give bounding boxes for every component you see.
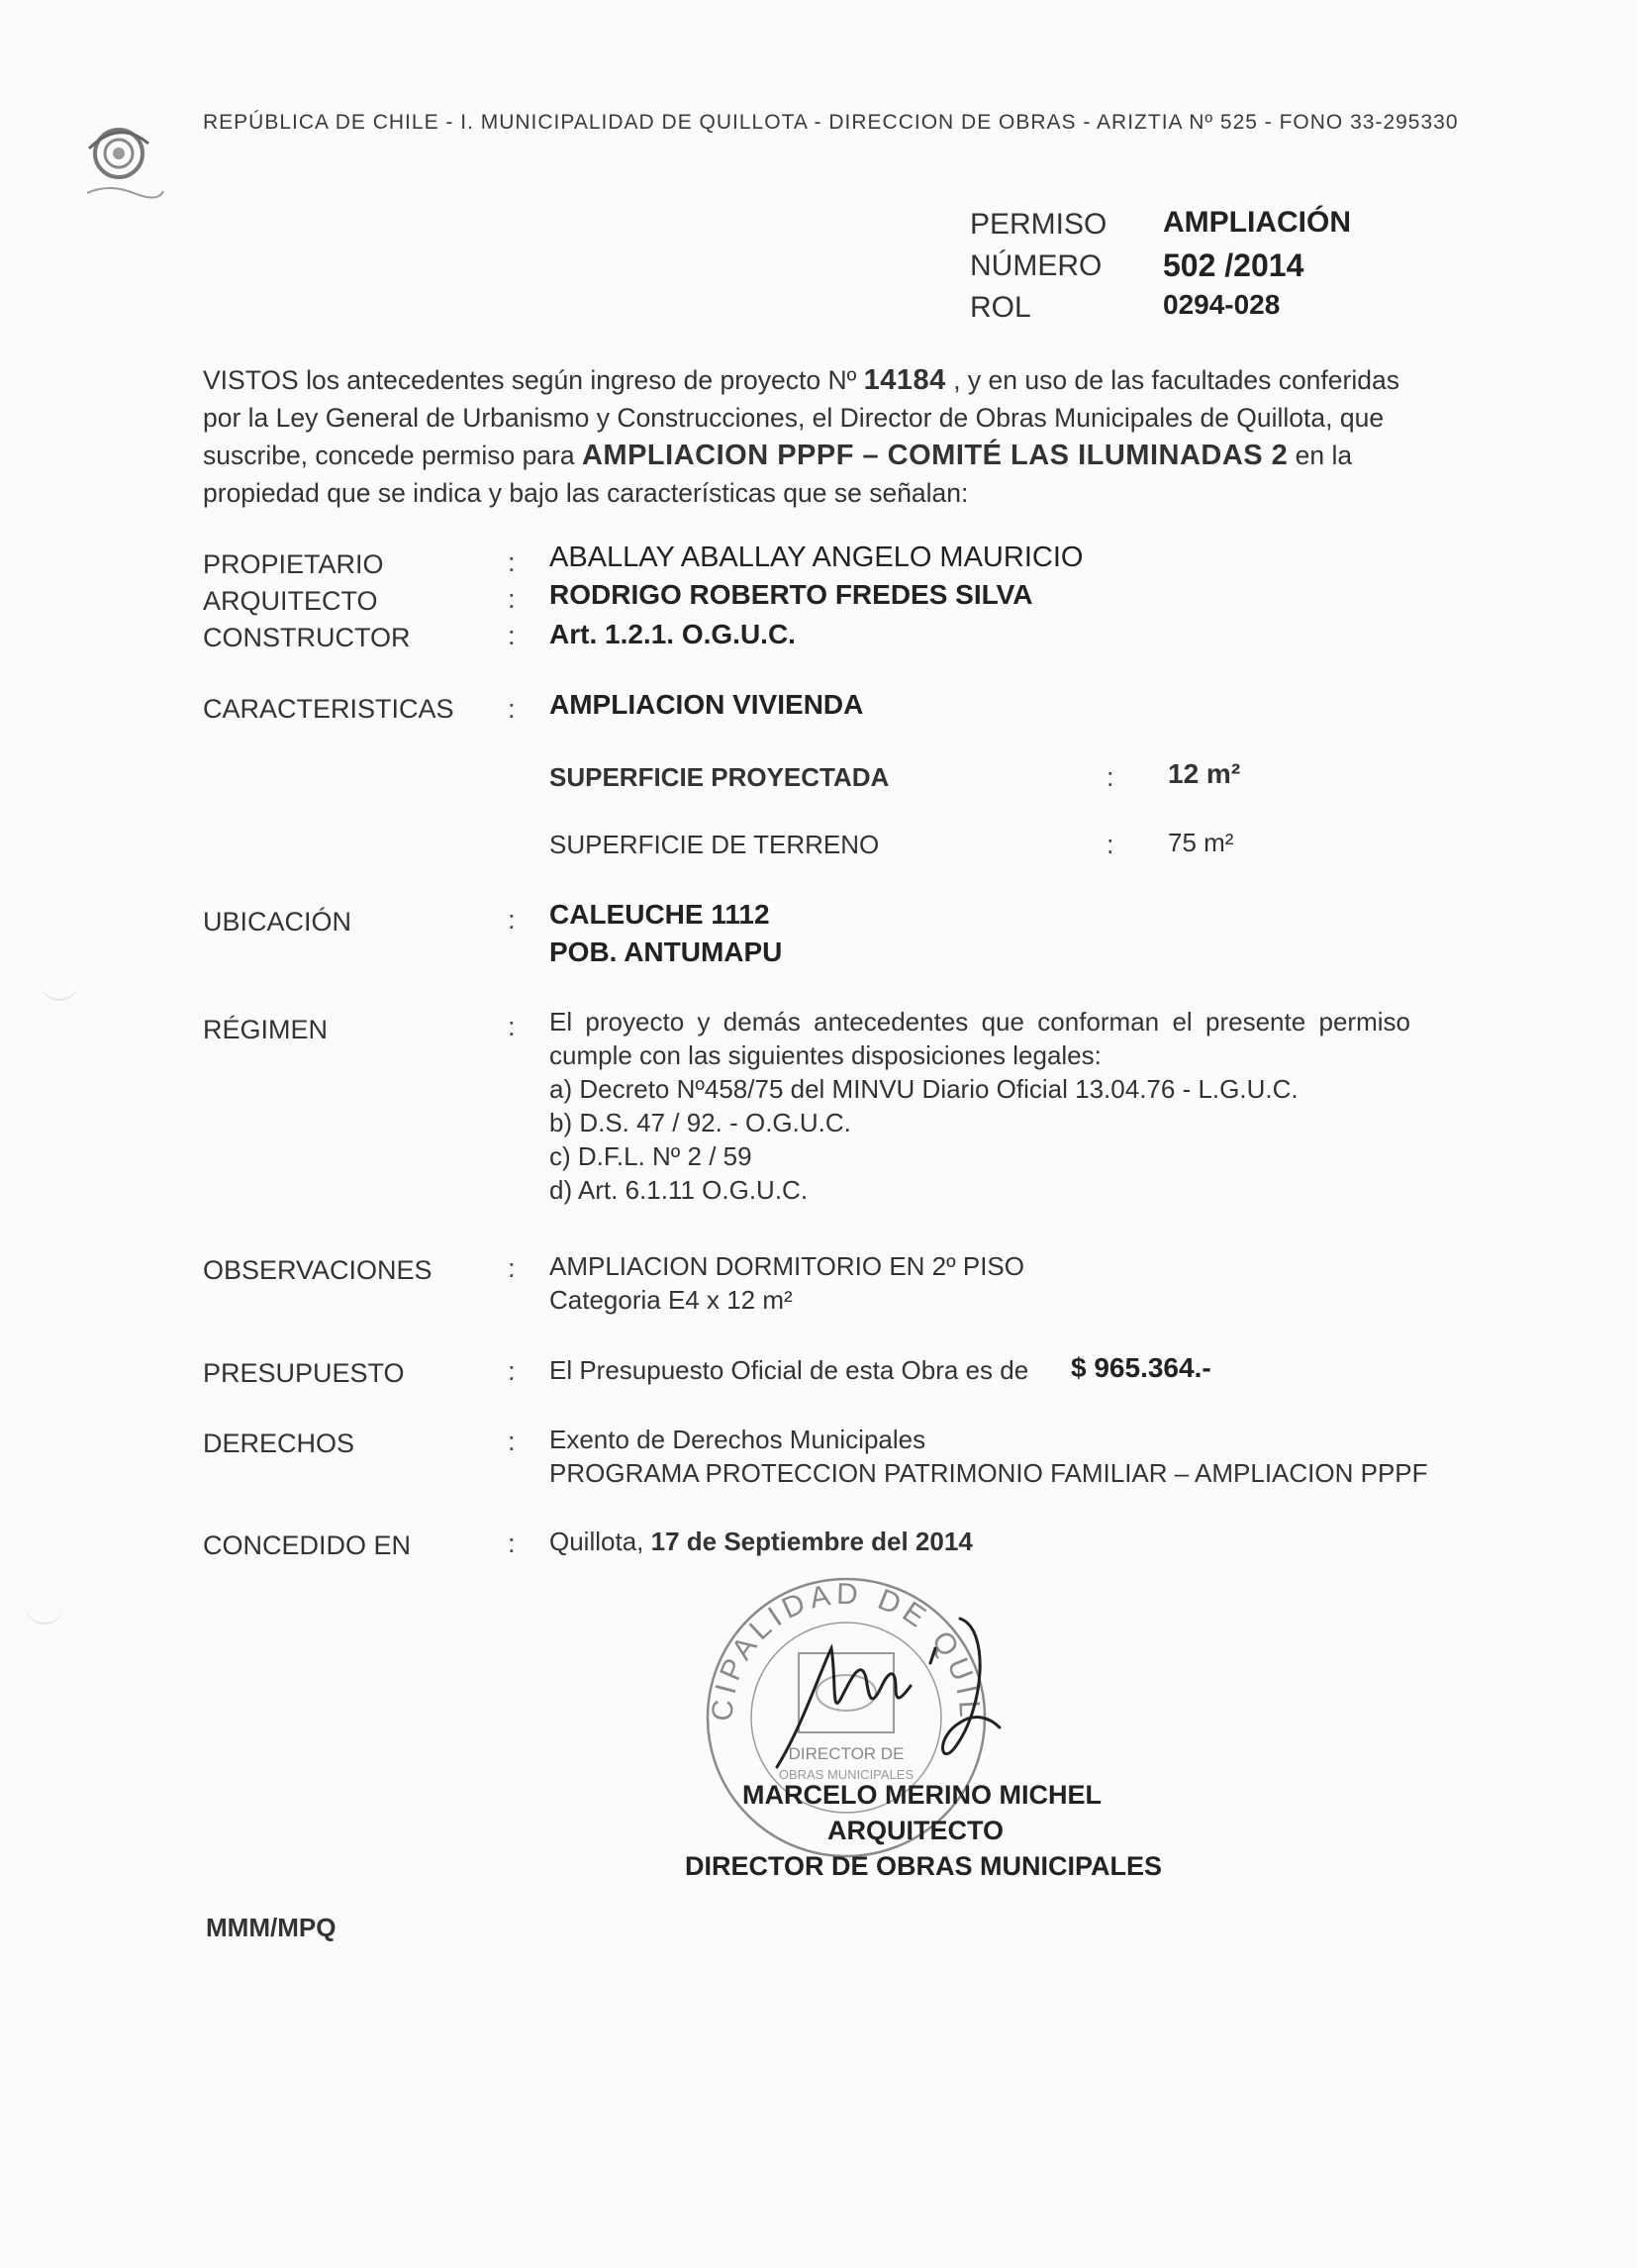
observaciones-line2: Categoria E4 x 12 m² bbox=[549, 1285, 793, 1315]
municipal-logo bbox=[79, 114, 168, 213]
colon: : bbox=[1107, 762, 1114, 792]
regimen-item-b: b) D.S. 47 / 92. - O.G.U.C. bbox=[549, 1108, 851, 1137]
handwritten-signature bbox=[762, 1609, 1019, 1787]
presupuesto-label: PRESUPUESTO bbox=[203, 1358, 405, 1388]
concedido-label: CONCEDIDO EN bbox=[203, 1530, 412, 1560]
numero-value: 502 /2014 bbox=[1163, 247, 1304, 283]
ubicacion-line1: CALEUCHE 1112 bbox=[549, 899, 770, 930]
colon: : bbox=[508, 1253, 516, 1283]
colon: : bbox=[508, 621, 516, 650]
signer-position: DIRECTOR DE OBRAS MUNICIPALES bbox=[685, 1851, 1163, 1881]
constructor-label: CONSTRUCTOR bbox=[203, 623, 411, 652]
colon: : bbox=[508, 1528, 516, 1558]
colon: : bbox=[1107, 830, 1114, 859]
regimen-item-d: d) Art. 6.1.11 O.G.U.C. bbox=[549, 1175, 809, 1205]
svg-text:DIRECTOR DE: DIRECTOR DE bbox=[788, 1744, 905, 1763]
permiso-value: AMPLIACIÓN bbox=[1163, 206, 1351, 239]
regimen-item-a: a) Decreto Nº458/75 del MINVU Diario Oficial 13.04.76 - L.G.U.C. bbox=[549, 1074, 1299, 1104]
proyecto-number: 14184 bbox=[863, 364, 946, 396]
numero-label: NÚMERO bbox=[970, 249, 1103, 282]
regimen-label: RÉGIMEN bbox=[203, 1015, 329, 1044]
scan-hole-mark bbox=[40, 975, 79, 1001]
arquitecto-value: RODRIGO ROBERTO FREDES SILVA bbox=[549, 579, 1033, 610]
superficie-proyectada-label: SUPERFICIE PROYECTADA bbox=[549, 762, 890, 792]
propietario-label: PROPIETARIO bbox=[203, 549, 384, 579]
colon: : bbox=[508, 905, 516, 935]
reference-initials: MMM/MPQ bbox=[206, 1913, 337, 1942]
derechos-line2: PROGRAMA PROTECCION PATRIMONIO FAMILIAR – AMPLIACION PPPF bbox=[549, 1458, 1428, 1488]
rol-label: ROL bbox=[970, 291, 1031, 324]
concedido-date: 17 de Septiembre del 2014 bbox=[650, 1527, 973, 1556]
project-title: AMPLIACION PPPF – COMITÉ LAS ILUMINADAS 2 bbox=[581, 440, 1289, 471]
presupuesto-text: El Presupuesto Oficial de esta Obra es de bbox=[549, 1355, 1029, 1385]
signer-name: MARCELO MERINO MICHEL bbox=[742, 1780, 1102, 1810]
colon: : bbox=[508, 1356, 516, 1386]
regimen-block bbox=[549, 1005, 1410, 1207]
signer-title: ARQUITECTO bbox=[827, 1816, 1005, 1845]
derechos-label: DERECHOS bbox=[203, 1429, 355, 1458]
propietario-value: ABALLAY ABALLAY ANGELO MAURICIO bbox=[549, 542, 1084, 573]
colon: : bbox=[508, 584, 516, 614]
colon: : bbox=[508, 547, 516, 577]
regimen-item-c: c) D.F.L. Nº 2 / 59 bbox=[549, 1141, 752, 1171]
concedido-value: Quillota, 17 de Septiembre del 2014 bbox=[549, 1527, 973, 1556]
superficie-terreno-value: 75 m² bbox=[1168, 828, 1234, 857]
regimen-intro: El proyecto y demás antecedentes que conforman el presente permiso cumple con las siguientes disposiciones legales: bbox=[549, 1007, 1410, 1070]
ubicacion-label: UBICACIÓN bbox=[203, 907, 352, 937]
constructor-value: Art. 1.2.1. O.G.U.C. bbox=[549, 619, 796, 649]
observaciones-label: OBSERVACIONES bbox=[203, 1255, 433, 1285]
superficie-terreno-label: SUPERFICIE DE TERRENO bbox=[549, 830, 880, 859]
presupuesto-amount: $ 965.364.- bbox=[1071, 1352, 1211, 1383]
permiso-label: PERMISO bbox=[970, 208, 1107, 241]
rol-value: 0294-028 bbox=[1163, 289, 1281, 320]
superficie-proyectada-value: 12 m² bbox=[1168, 758, 1241, 789]
caracteristicas-label: CARACTERISTICAS bbox=[203, 694, 454, 724]
derechos-line1: Exento de Derechos Municipales bbox=[549, 1425, 926, 1454]
svg-text:OBRAS MUNICIPALES: OBRAS MUNICIPALES bbox=[778, 1767, 915, 1782]
ubicacion-line2: POB. ANTUMAPU bbox=[549, 937, 783, 967]
caracteristicas-value: AMPLIACION VIVIENDA bbox=[549, 689, 864, 720]
arquitecto-label: ARQUITECTO bbox=[203, 586, 378, 616]
observaciones-line1: AMPLIACION DORMITORIO EN 2º PISO bbox=[549, 1251, 1024, 1281]
letterhead: REPÚBLICA DE CHILE - I. MUNICIPALIDAD DE QUILLOTA - DIRECCION DE OBRAS - ARIZTIA Nº 525 - FONO 33-295330 bbox=[203, 111, 1459, 134]
svg-text:MUNICIPALIDAD DE QUILLOTA: CIPALIDAD DE QUIL bbox=[706, 1577, 987, 1724]
colon: : bbox=[508, 1427, 516, 1456]
scan-hole-mark bbox=[25, 1599, 64, 1625]
colon: : bbox=[508, 1012, 516, 1041]
colon: : bbox=[508, 694, 516, 724]
intro-paragraph: VISTOS los antecedentes según ingreso de proyecto Nº 14184 , y en uso de las facultades conferidas por la Ley General de Urbanismo y Construcciones, el Director de Obras Municipales de Quillota, que suscribe, concede permiso para AMPLIACION PPPF – COMITÉ LAS ILUMINADAS 2 en la propiedad que se indica y bajo las características que se señalan: bbox=[203, 364, 1399, 508]
